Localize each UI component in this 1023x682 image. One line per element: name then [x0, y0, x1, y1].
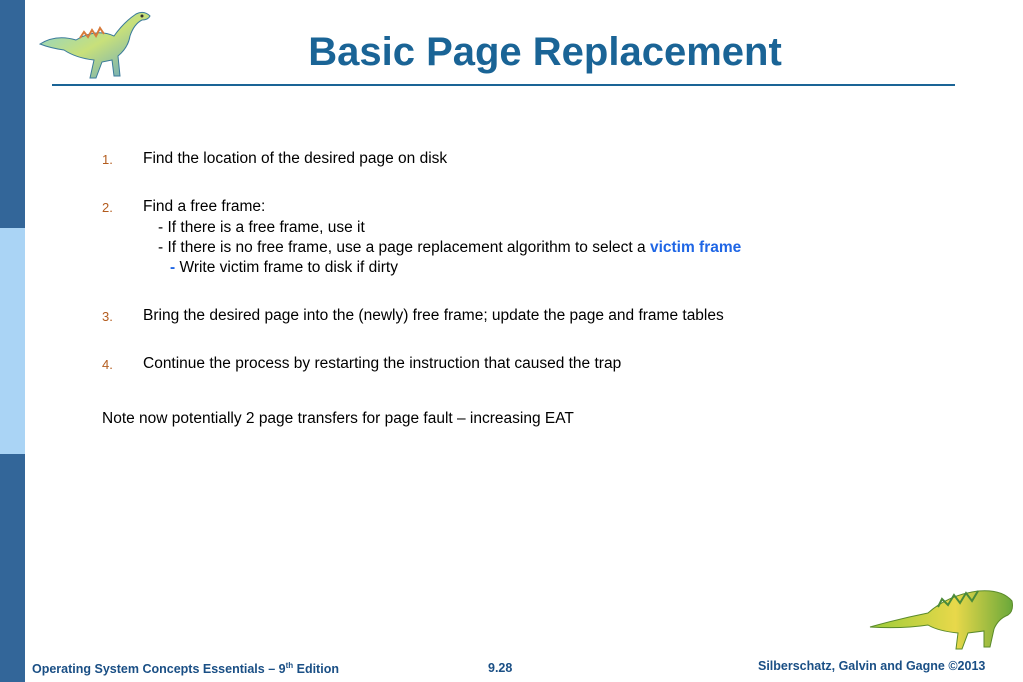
footer-page-number: 9.28	[488, 661, 513, 675]
item-number: 2.	[102, 200, 113, 215]
sub-point-text: Write victim frame to disk if dirty	[175, 259, 398, 276]
footer-book-prefix: Operating System Concepts Essentials – 9	[32, 662, 286, 677]
item-number: 3.	[102, 309, 113, 324]
footer-book-title	[32, 661, 339, 676]
sub-point-write-victim	[170, 258, 398, 278]
item-text: Bring the desired page into the (newly) free frame; update the page and frame tables	[143, 307, 724, 324]
item-text: Find the location of the desired page on disk	[143, 150, 448, 167]
item-text: Continue the process by restarting the instruction that caused the trap	[143, 355, 622, 372]
sub-point-no-free-frame	[158, 238, 741, 258]
slide-title: Basic Page Replacement	[308, 30, 782, 74]
footer-book-sup: th	[285, 661, 294, 670]
list-item	[102, 197, 902, 287]
note-text: Note now potentially 2 page transfers for page fault – increasing EAT	[102, 410, 574, 427]
footer-book-suffix: Edition	[293, 662, 339, 677]
sub-point-text: - If there is no free frame, use a page replacement algorithm to select a	[158, 239, 650, 256]
dash-marker: -	[170, 259, 176, 276]
sub-point-free-frame: - If there is a free frame, use it	[158, 219, 365, 236]
item-number: 1.	[102, 152, 113, 167]
dinosaur-footer-icon	[868, 583, 1018, 658]
footer-authors: Silberschatz, Galvin and Gagne ©2013	[758, 659, 986, 673]
victim-frame-emphasis: victim frame	[649, 239, 742, 256]
item-text: Find a free frame:	[143, 198, 266, 215]
item-number: 4.	[102, 357, 113, 372]
